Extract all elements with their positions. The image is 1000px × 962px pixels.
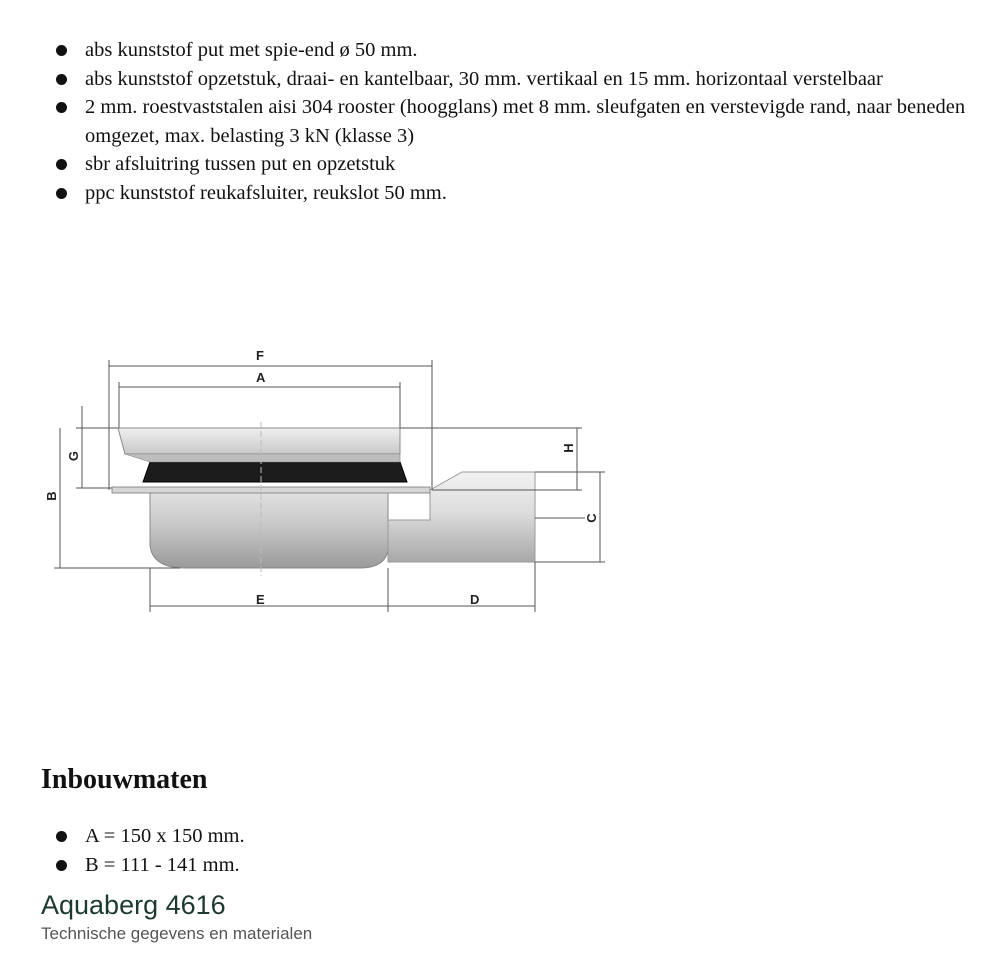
section-heading: Inbouwmaten <box>41 764 208 795</box>
feature-item <box>56 93 976 150</box>
feature-list <box>56 36 976 207</box>
feature-item <box>56 36 976 65</box>
feature-item <box>56 65 976 94</box>
label-a: A <box>256 370 266 385</box>
drain-flange <box>112 487 430 493</box>
grate-edge <box>125 454 400 462</box>
bullet-icon <box>56 188 67 199</box>
dimension-text: A = 150 x 150 mm. <box>85 825 245 847</box>
product-footer <box>41 888 312 946</box>
feature-text: ppc kunststof reukafsluiter, reukslot 50 mm. <box>85 181 447 204</box>
feature-text: sbr afsluitring tussen put en opzetstuk <box>85 153 396 175</box>
feature-item <box>56 150 976 179</box>
label-g: G <box>66 450 81 462</box>
drain-body <box>150 490 388 568</box>
bullet-icon <box>56 159 67 170</box>
label-b: B <box>44 491 59 501</box>
label-h: H <box>561 443 576 453</box>
product-subtitle: Technische gegevens en materialen <box>41 924 313 943</box>
dimension-list <box>56 822 976 872</box>
label-f: F <box>256 348 264 363</box>
dimension-item <box>56 822 976 851</box>
seal-ring <box>143 462 407 482</box>
label-d: D <box>470 592 480 607</box>
bullet-icon <box>56 74 67 85</box>
outlet-pipe <box>388 472 535 562</box>
drain-dimension-diagram <box>0 330 1000 630</box>
bullet-icon <box>56 45 67 56</box>
grate-top <box>118 428 400 454</box>
label-c: C <box>584 513 599 523</box>
feature-item <box>56 179 976 208</box>
dimension-text: B = 111 - 141 mm. <box>85 853 240 872</box>
feature-text: abs kunststof opzetstuk, draai- en kantelbaar, 30 mm. vertikaal en 15 mm. horizontaal verstelbaar <box>85 67 883 90</box>
product-title: Aquaberg 4616 <box>41 890 226 920</box>
bullet-icon <box>56 102 67 113</box>
label-e: E <box>256 592 265 607</box>
dimension-item <box>56 851 976 873</box>
feature-text: abs kunststof put met spie-end ø 50 mm. <box>85 39 418 61</box>
technical-drawing <box>0 330 1000 630</box>
bullet-icon <box>56 831 67 842</box>
bullet-icon <box>56 860 67 871</box>
feature-text: 2 mm. roestvaststalen aisi 304 rooster (hoogglans) met 8 mm. sleufgaten en verstevigde rand, naar beneden omgezet, max. belasting 3 kN (klasse 3) <box>85 96 966 147</box>
